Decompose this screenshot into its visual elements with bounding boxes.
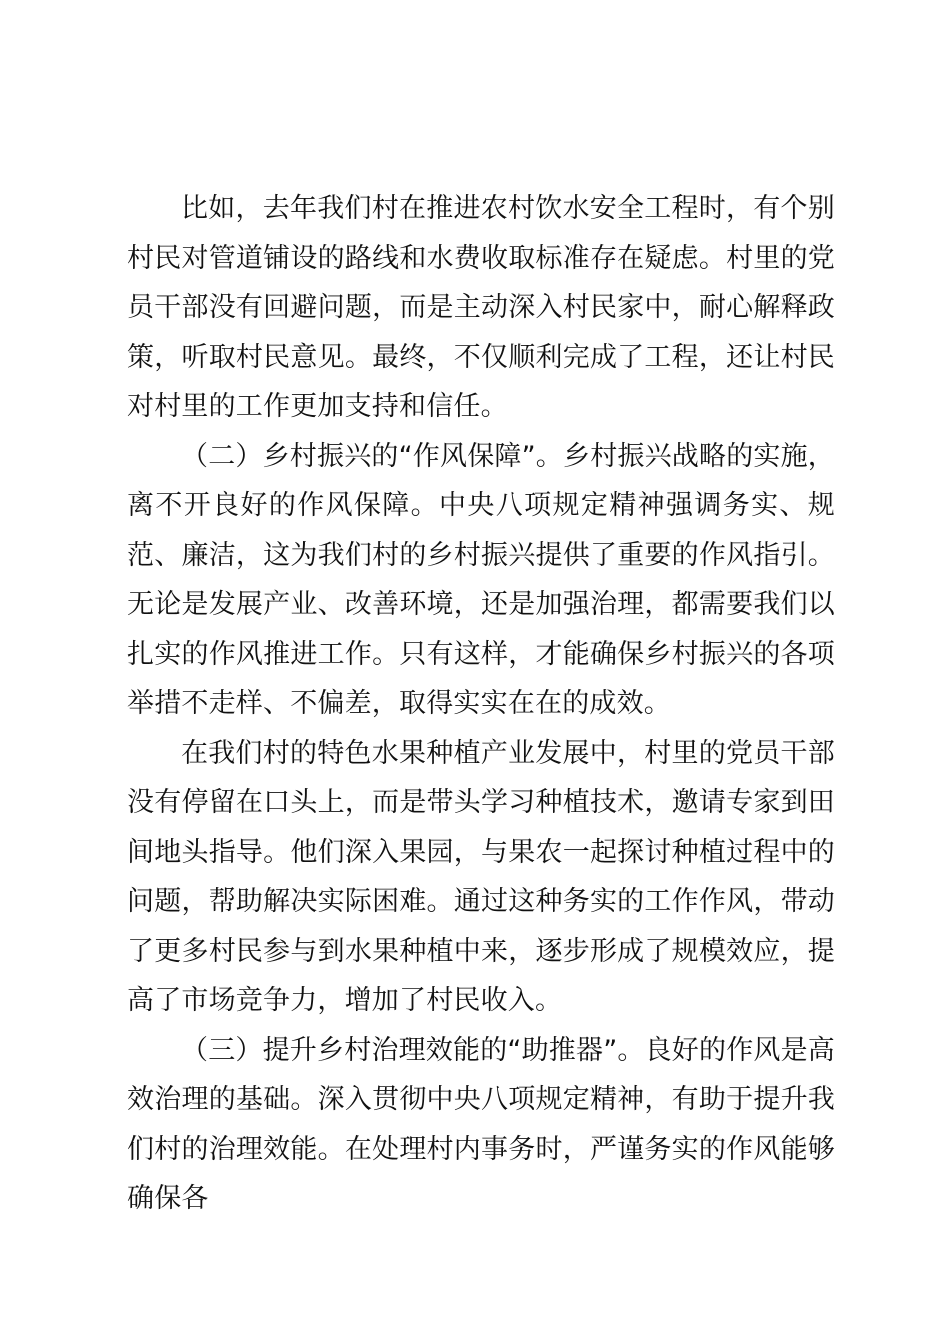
paragraph-drinking-water-example [127,184,835,432]
paragraph-text: 比如，去年我们村在推进农村饮水安全工程时，有个别村民对管道铺设的路线和水费收取标准存在疑虑。村里的党员干部没有回避问题，而是主动深入村民家中，耐心解释政策，听取村民意见。最终，不仅顺利完成了工程，还让村民对村里的工作更加支持和信任。 [127,193,835,422]
paragraph-text: 良好的作风是高效治理的基础。深入贯彻中央八项规定精神，有助于提升我们村的治理效能。在处理村内事务时，严谨务实的作风能够确保各 [127,1034,835,1214]
paragraph-section-two [127,432,835,729]
section-heading-two: （二）乡村振兴的“作风保障”。 [181,440,563,472]
paragraph-text: 乡村振兴战略的实施，离不开良好的作风保障。中央八项规定精神强调务实、规范、廉洁，这为我们村的乡村振兴提供了重要的作风指引。无论是发展产业、改善环境，还是加强治理，都需要我们以扎实的作风推进工作。只有这样，才能确保乡村振兴的各项举措不走样、不偏差，取得实实在在的成效。 [127,440,836,719]
paragraph-fruit-industry-example [127,729,835,1026]
paragraph-section-three [127,1026,835,1224]
paragraph-text: 在我们村的特色水果种植产业发展中，村里的党员干部没有停留在口头上，而是带头学习种植技术，邀请专家到田间地头指导。他们深入果园，与果农一起探讨种植过程中的问题，帮助解决实际困难。通过这种务实的工作作风，带动了更多村民参与到水果种植中来，逐步形成了规模效应，提高了市场竞争力，增加了村民收入。 [127,737,835,1016]
section-heading-three: （三）提升乡村治理效能的“助推器”。 [181,1034,645,1066]
document-body [127,184,835,1224]
